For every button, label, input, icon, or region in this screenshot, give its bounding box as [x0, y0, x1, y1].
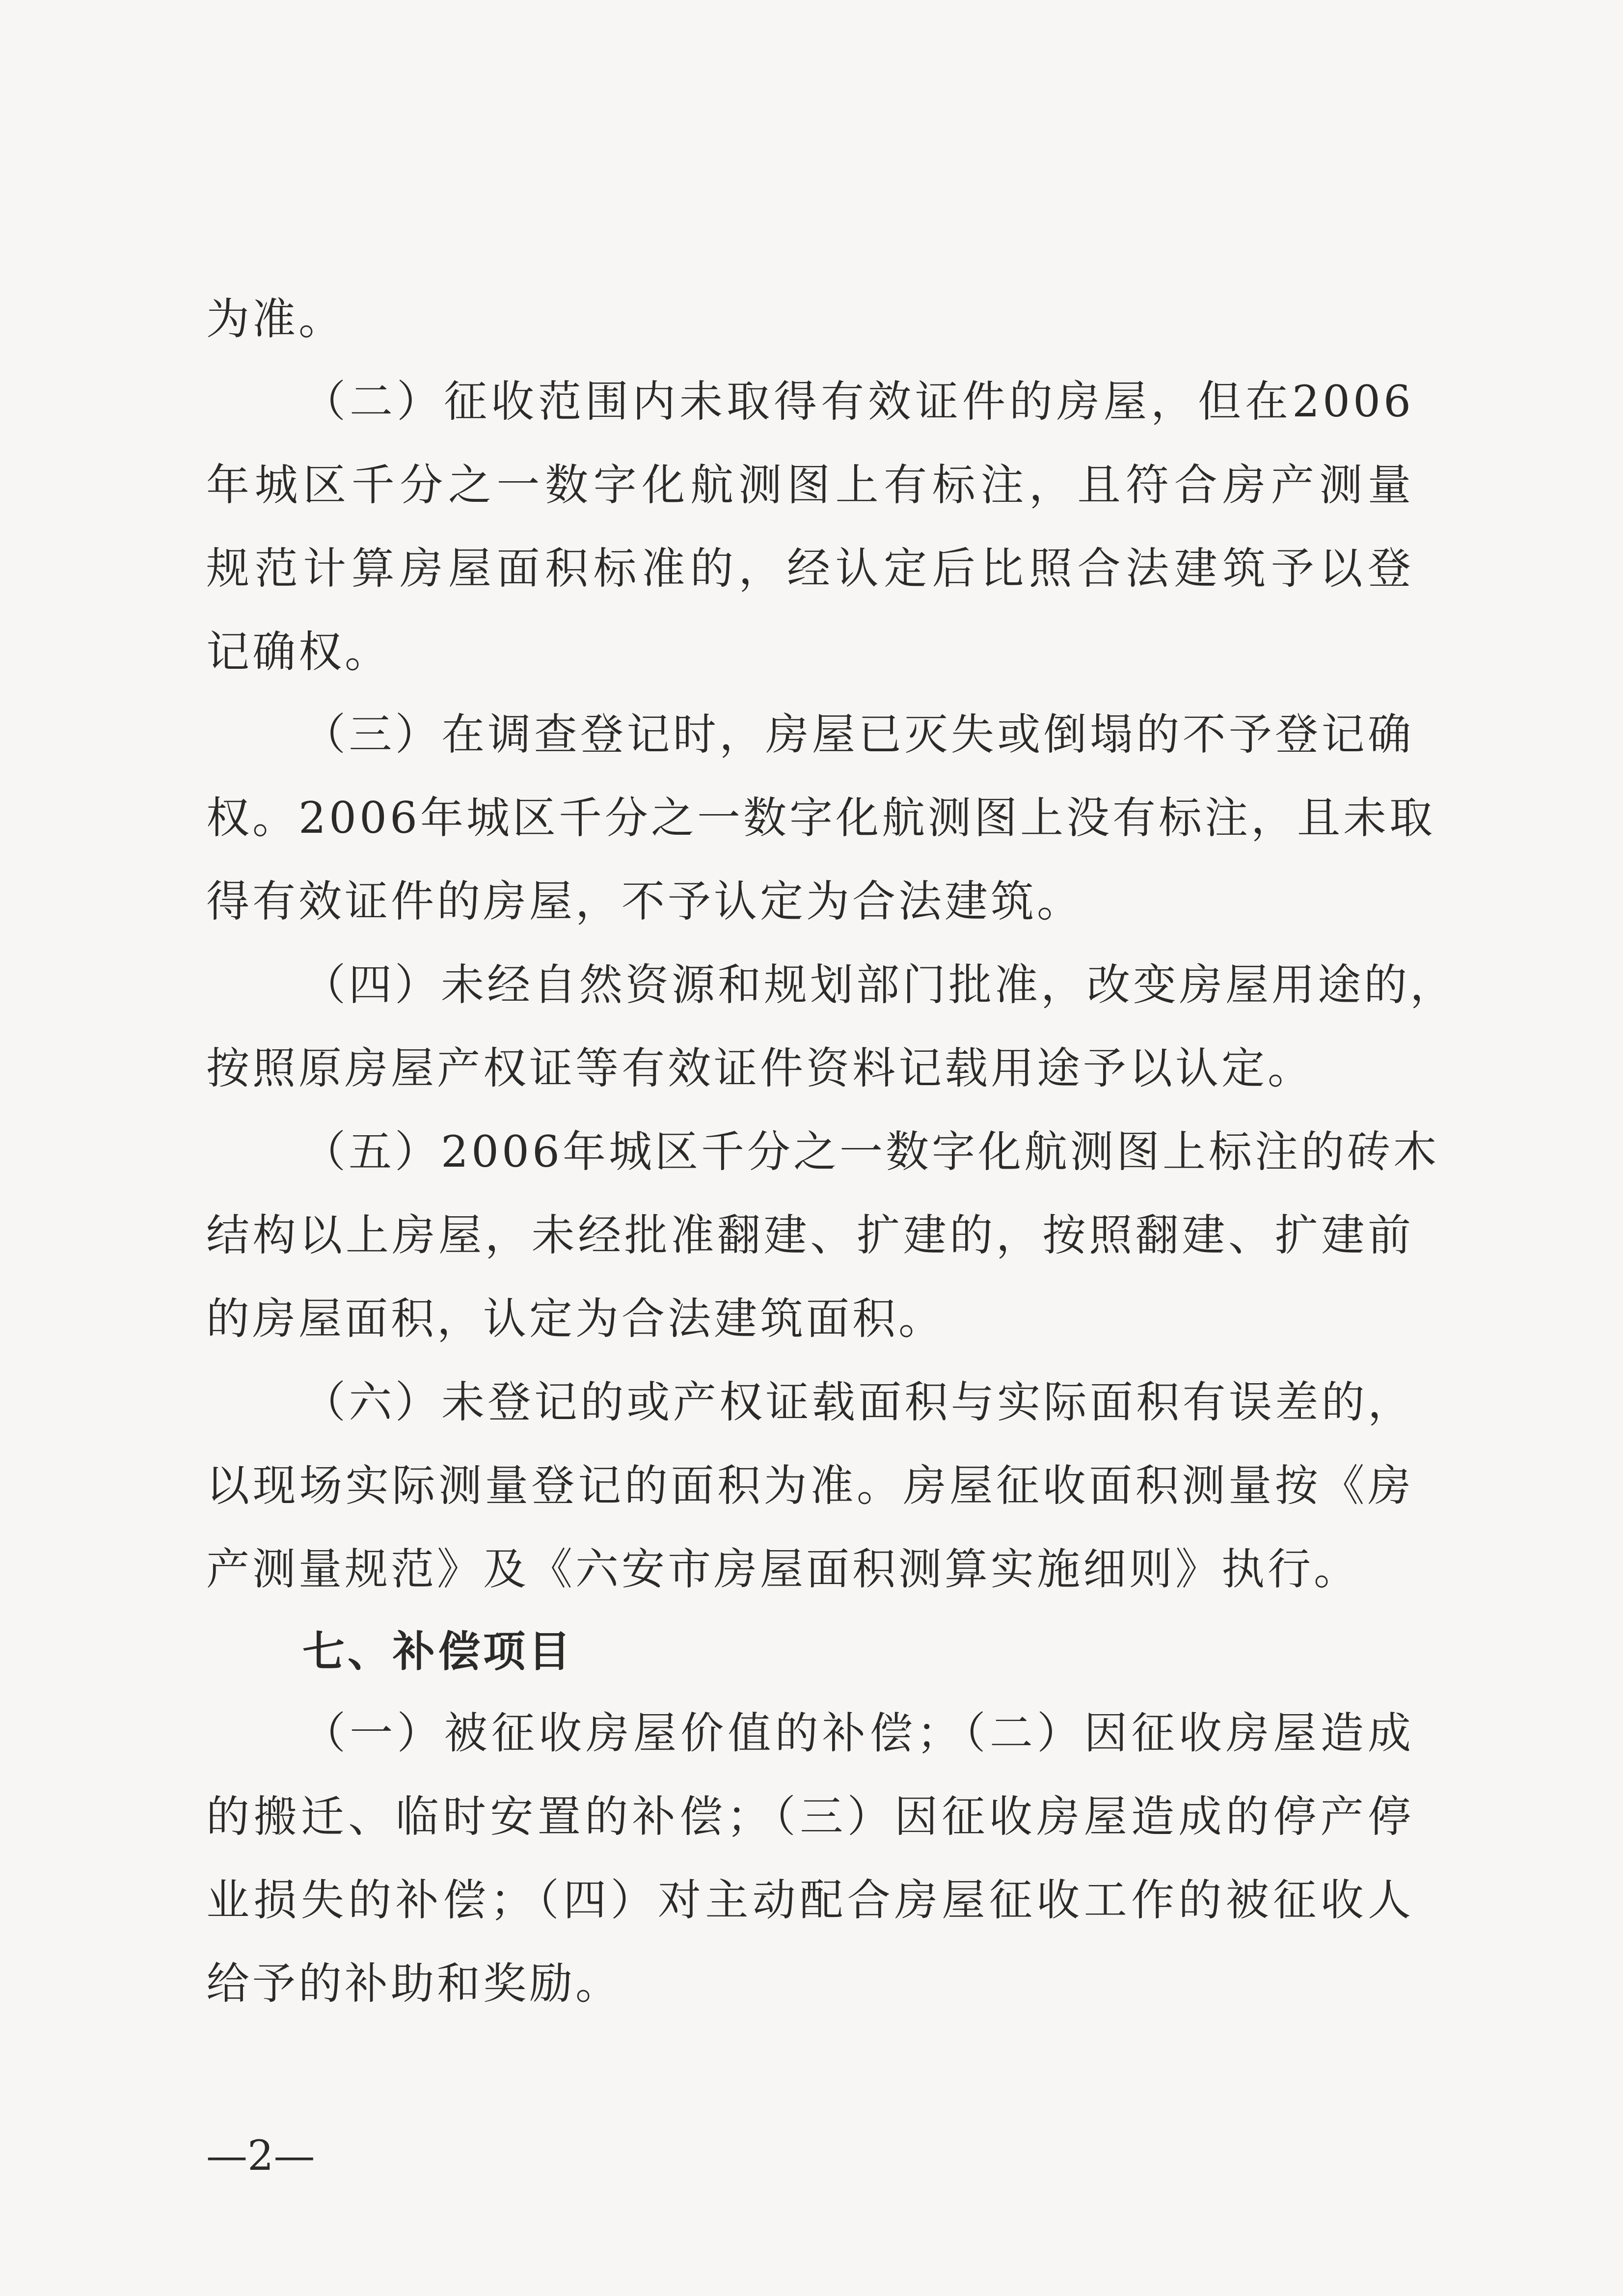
paragraph-line: （四）未经自然资源和规划部门批准，改变房屋用途的， — [302, 959, 1457, 1010]
paragraph-line: 产测量规范》及《六安市房屋面积测算实施细则》执行。 — [206, 1544, 1360, 1594]
page-number: —2— — [206, 2132, 315, 2180]
paragraph-line: 为准。 — [206, 294, 345, 344]
paragraph-line: 的搬迁、临时安置的补偿；（三）因征收房屋造成的停产停 — [206, 1791, 1414, 1842]
paragraph-line: 年城区千分之一数字化航测图上有标注，且符合房产测量 — [206, 460, 1414, 510]
paragraph-line: 按照原房屋产权证等有效证件资料记载用途予以认定。 — [206, 1043, 1314, 1093]
paragraph-line: 得有效证件的房屋，不予认定为合法建筑。 — [206, 876, 1083, 927]
paragraph-line: （一）被征收房屋价值的补偿；（二）因征收房屋造成 — [302, 1708, 1414, 1758]
section-heading: 七、补偿项目 — [302, 1627, 573, 1676]
paragraph-line: 以现场实际测量登记的面积为准。房屋征收面积测量按《房 — [206, 1460, 1414, 1511]
paragraph-line: 的房屋面积，认定为合法建筑面积。 — [206, 1293, 945, 1344]
paragraph-line: 给予的补助和奖励。 — [206, 1958, 622, 2009]
paragraph-line: 权。2006年城区千分之一数字化航测图上没有标注，且未取 — [206, 793, 1435, 843]
paragraph-line: 业损失的补偿；（四）对主动配合房屋征收工作的被征收人 — [206, 1875, 1414, 1925]
paragraph-line: （五）2006年城区千分之一数字化航测图上标注的砖木 — [302, 1126, 1439, 1177]
paragraph-line: （三）在调查登记时，房屋已灭失或倒塌的不予登记确 — [302, 709, 1414, 760]
paragraph-line: （二）征收范围内未取得有效证件的房屋，但在2006 — [302, 376, 1414, 427]
paragraph-line: （六）未登记的或产权证载面积与实际面积有误差的， — [302, 1377, 1414, 1427]
paragraph-line: 结构以上房屋，未经批准翻建、扩建的，按照翻建、扩建前 — [206, 1210, 1414, 1260]
paragraph-line: 记确权。 — [206, 627, 391, 677]
paragraph-line: 规范计算房屋面积标准的，经认定后比照合法建筑予以登 — [206, 543, 1414, 594]
